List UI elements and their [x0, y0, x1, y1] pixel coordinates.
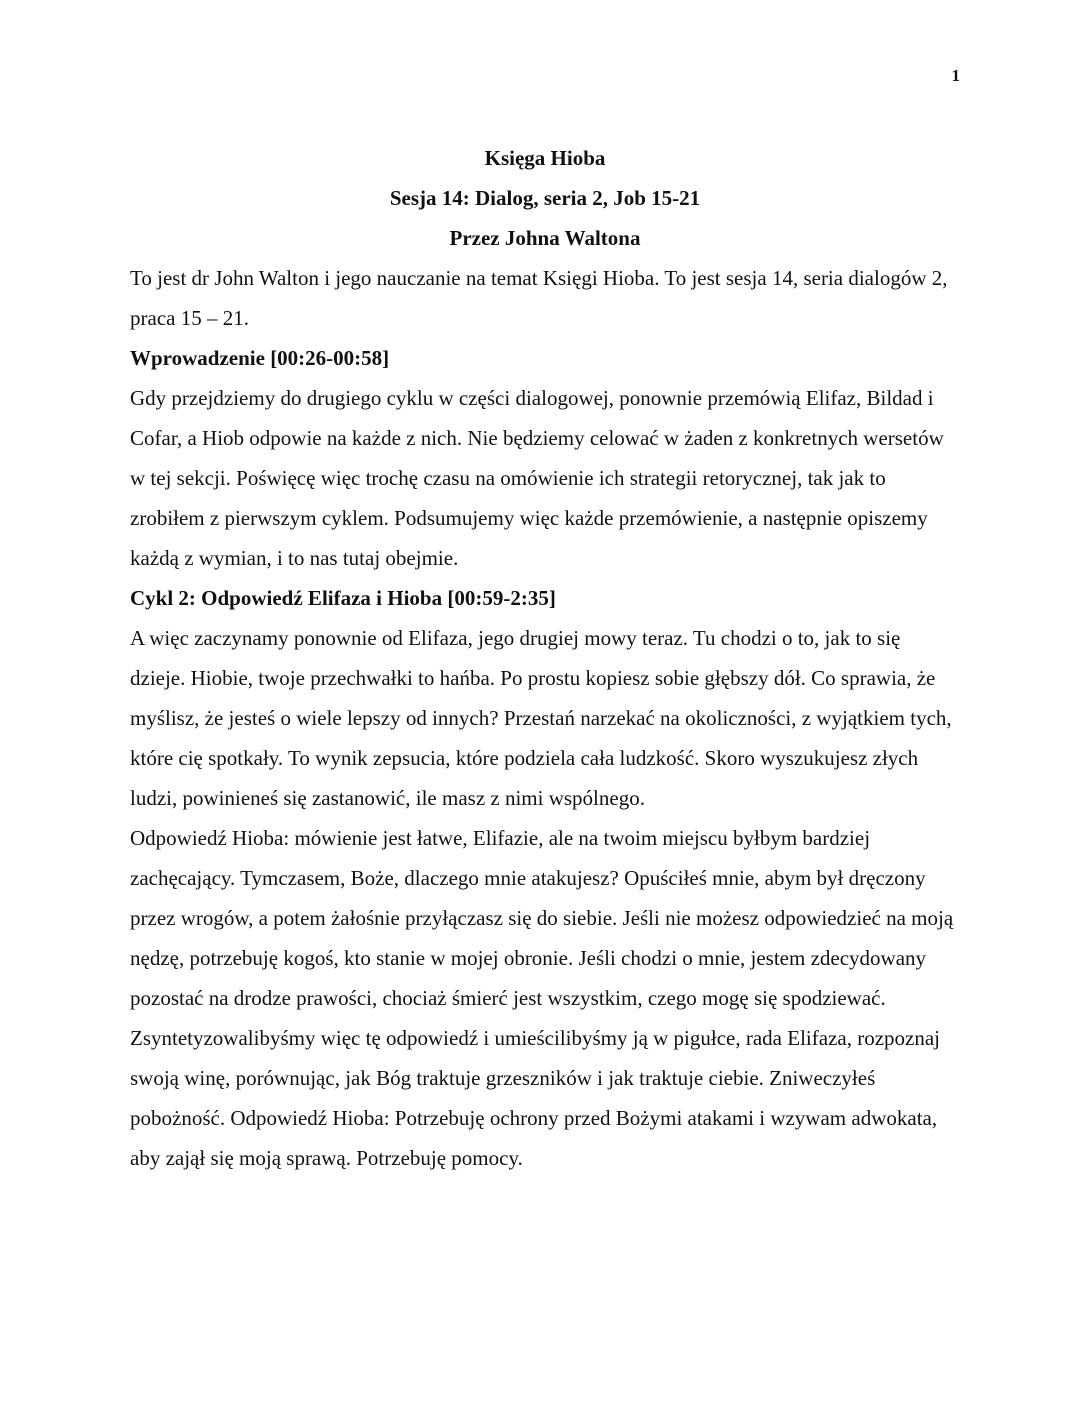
paragraph: Gdy przejdziemy do drugiego cyklu w części dialogowej, ponownie przemówią Elifaz, Bildad i Cofar, a Hiob odpowie na każde z nich. Nie będziemy celować w żaden z konkretnych wersetów w tej sekcji. Poświęcę więc trochę czasu na omówienie ich strategii retorycznej, tak jak to zrobiłem z pierwszym cyklem. Podsumujemy więc każde przemówienie, a następnie opiszemy każdą z wymian, i to nas tutaj obejmie.	[130, 386, 944, 570]
document-title: Księga Hioba	[484, 146, 606, 170]
page-number: 1	[951, 66, 960, 85]
document-author: Przez Johna Waltona	[449, 226, 641, 250]
section-heading-cycle-2: Cykl 2: Odpowiedź Elifaza i Hioba [00:59-2:35]	[130, 586, 556, 610]
paragraph: Odpowiedź Hioba: mówienie jest łatwe, Elifazie, ale na twoim miejscu byłbym bardziej zachęcający. Tymczasem, Boże, dlaczego mnie atakujesz? Opuściłeś mnie, abym był dręczony przez wrogów, a potem żałośnie przyłączasz się do siebie. Jeśli nie możesz odpowiedzieć na moją nędzę, potrzebuję kogoś, kto stanie w mojej obronie. Jeśli chodzi o mnie, jestem zdecydowany pozostać na drodze prawości, chociaż śmierć jest wszystkim, czego mogę się spodziewać.	[130, 826, 954, 1010]
paragraph: Zsyntetyzowalibyśmy więc tę odpowiedź i umieścilibyśmy ją w pigułce, rada Elifaza, rozpoznaj swoją winę, porównując, jak Bóg traktuje grzeszników i jak traktuje ciebie. Zniweczyłeś pobożność. Odpowiedź Hioba: Potrzebuję ochrony przed Bożymi atakami i wzywam adwokata, aby zajął się moją sprawą. Potrzebuję pomocy.	[130, 1026, 940, 1170]
section-heading-introduction: Wprowadzenie [00:26-00:58]	[130, 346, 390, 370]
paragraph: A więc zaczynamy ponownie od Elifaza, jego drugiej mowy teraz. Tu chodzi o to, jak to się dzieje. Hiobie, twoje przechwałki to hańba. Po prostu kopiesz sobie głębszy dół. Co sprawia, że myślisz, że jesteś o wiele lepszy od innych? Przestań narzekać na okoliczności, z wyjątkiem tych, które cię spotkały. To wynik zepsucia, które podziela cała ludzkość. Skoro wyszukujesz złych ludzi, powinieneś się zastanowić, ile masz z nimi wspólnego.	[130, 626, 952, 810]
document-subtitle: Sesja 14: Dialog, seria 2, Job 15-21	[389, 186, 701, 210]
document-body	[130, 138, 960, 1178]
intro-paragraph: To jest dr John Walton i jego nauczanie na temat Księgi Hioba. To jest sesja 14, seria dialogów 2, praca 15 – 21.	[130, 266, 948, 330]
